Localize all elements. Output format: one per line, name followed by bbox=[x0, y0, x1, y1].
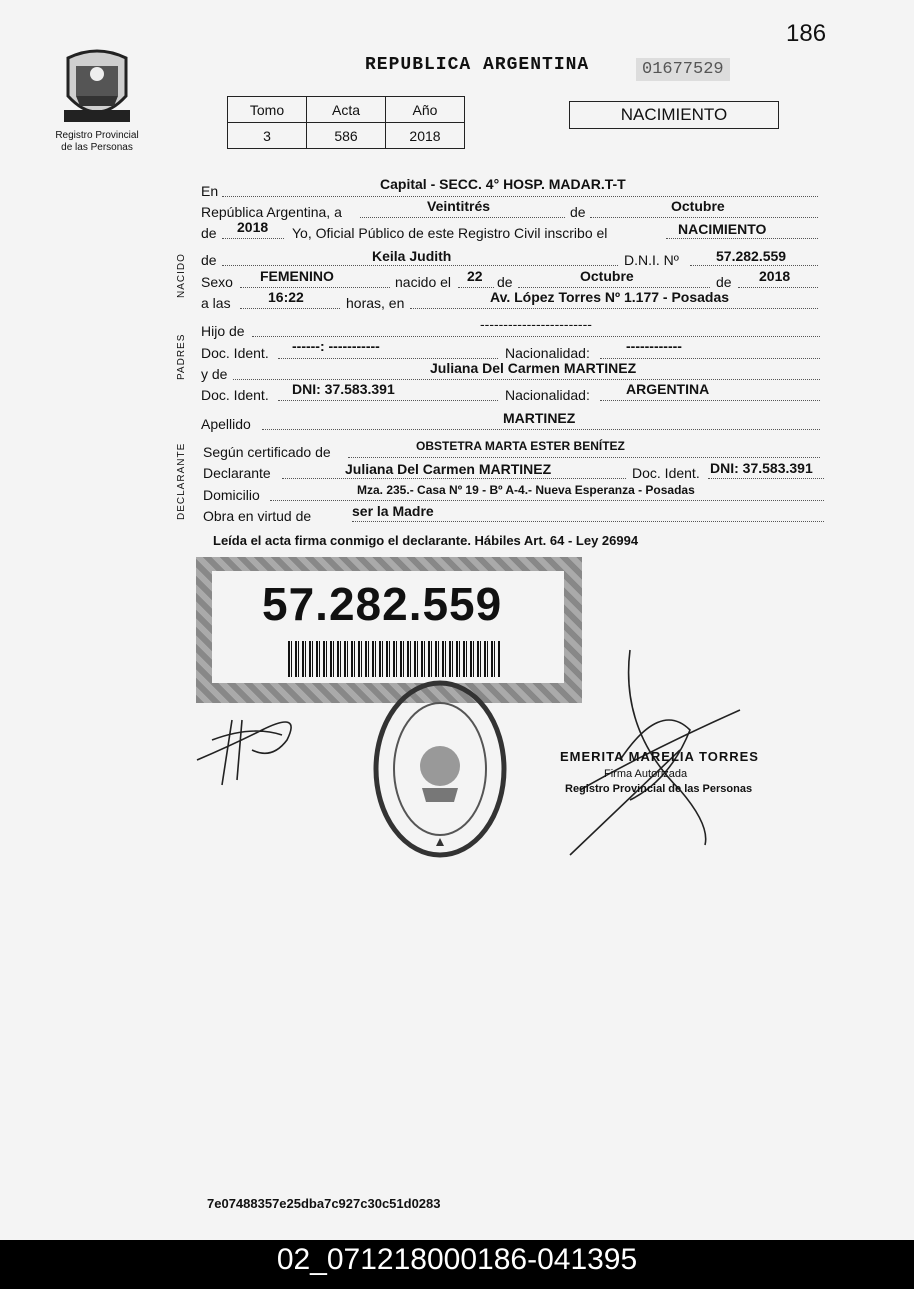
value-nac-anio: 2018 bbox=[759, 268, 791, 284]
value-dni: 57.282.559 bbox=[716, 248, 787, 264]
label-yde: y de bbox=[201, 366, 228, 382]
official-office: Registro Provincial de las Personas bbox=[565, 783, 753, 795]
label-segun: Según certificado de bbox=[203, 444, 331, 460]
value-domicilio: Mza. 235.- Casa Nº 19 - Bº A-4.- Nueva Esperanza - Posadas bbox=[357, 483, 695, 497]
official-title: Firma Autorizada bbox=[604, 768, 688, 780]
dotted-line bbox=[278, 358, 498, 359]
value-declarante: Juliana Del Carmen MARTINEZ bbox=[345, 461, 552, 477]
value-anio: 2018 bbox=[237, 219, 269, 235]
dotted-line bbox=[240, 308, 340, 309]
label-republica: República Argentina, a bbox=[201, 204, 342, 220]
value-doc1: ------: ----------- bbox=[292, 338, 380, 354]
label-nac1: Nacionalidad: bbox=[505, 345, 590, 361]
value-segun: OBSTETRA MARTA ESTER BENÍTEZ bbox=[416, 439, 625, 453]
dotted-line bbox=[708, 478, 824, 479]
document-title: REPUBLICA ARGENTINA bbox=[365, 55, 590, 75]
value-en: Capital - SECC. 4° HOSP. MADAR.T-T bbox=[380, 176, 626, 192]
label-nac2: Nacionalidad: bbox=[505, 387, 590, 403]
label-de4: de bbox=[497, 274, 513, 290]
footer-id-bar: 02_071218000186-041395 bbox=[0, 1240, 914, 1289]
province-logo bbox=[58, 44, 136, 133]
value-acta: 586 bbox=[307, 123, 386, 149]
official-seal-icon bbox=[370, 678, 510, 860]
dotted-line bbox=[600, 358, 820, 359]
label-de5: de bbox=[716, 274, 732, 290]
dotted-line bbox=[518, 287, 710, 288]
value-madre: Juliana Del Carmen MARTINEZ bbox=[430, 360, 637, 376]
barcode bbox=[288, 641, 500, 677]
value-lugar: Av. López Torres Nº 1.177 - Posadas bbox=[490, 289, 730, 305]
value-nombre: Keila Judith bbox=[372, 248, 452, 264]
dotted-line bbox=[352, 521, 824, 522]
dotted-line bbox=[222, 265, 618, 266]
header-tomo: Tomo bbox=[228, 97, 307, 123]
closing-text: Leída el acta firma conmigo el declarante. Hábiles Art. 64 - Ley 26994 bbox=[213, 533, 639, 548]
coat-of-arms-icon bbox=[58, 44, 136, 128]
dotted-line bbox=[222, 196, 818, 197]
label-en: En bbox=[201, 183, 219, 199]
label-nacido: nacido el bbox=[395, 274, 452, 290]
page-number: 186 bbox=[786, 20, 827, 47]
label-declarante: Declarante bbox=[203, 465, 271, 481]
dotted-line bbox=[348, 457, 820, 458]
label-de2: de bbox=[201, 225, 217, 241]
value-nac2: ARGENTINA bbox=[626, 381, 710, 397]
official-name: EMERITA MARELIA TORRES bbox=[560, 749, 759, 764]
dni-sticker-inner bbox=[212, 571, 564, 683]
value-tomo: 3 bbox=[228, 123, 307, 149]
value-anio: 2018 bbox=[386, 123, 465, 149]
label-dni: D.N.I. Nº bbox=[624, 252, 679, 268]
serial-number: 01677529 bbox=[636, 58, 730, 81]
dotted-line bbox=[282, 478, 626, 479]
label-horas: horas, en bbox=[346, 295, 405, 311]
declarant-signature-icon bbox=[192, 690, 307, 790]
label-sexo: Sexo bbox=[201, 274, 233, 290]
table-header-row bbox=[228, 97, 465, 123]
label-de3: de bbox=[201, 252, 217, 268]
label-doc2: Doc. Ident. bbox=[201, 387, 269, 403]
logo-caption bbox=[42, 130, 152, 154]
dotted-line bbox=[690, 265, 818, 266]
dotted-line bbox=[410, 308, 818, 309]
value-hijo: ------------------------ bbox=[480, 316, 592, 332]
label-hijo: Hijo de bbox=[201, 323, 245, 339]
side-label-nacido: NACIDO bbox=[176, 253, 187, 298]
value-nac-dia: 22 bbox=[467, 268, 483, 284]
dni-sticker-number: 57.282.559 bbox=[262, 578, 503, 630]
label-alas: a las bbox=[201, 295, 231, 311]
value-hora: 16:22 bbox=[268, 289, 304, 305]
header-anio: Año bbox=[386, 97, 465, 123]
side-label-padres: PADRES bbox=[176, 333, 187, 380]
label-apellido: Apellido bbox=[201, 416, 251, 432]
dotted-line bbox=[222, 238, 284, 239]
dotted-line bbox=[278, 400, 498, 401]
value-nac-mes: Octubre bbox=[580, 268, 634, 284]
oficial-text: Yo, Oficial Público de este Registro Civil inscribo el bbox=[292, 225, 608, 241]
dotted-line bbox=[270, 500, 824, 501]
dotted-line bbox=[738, 287, 818, 288]
value-doc2: DNI: 37.583.391 bbox=[292, 381, 395, 397]
label-obra: Obra en virtud de bbox=[203, 508, 312, 524]
dotted-line bbox=[458, 287, 494, 288]
logo-caption-line2: de las Personas bbox=[61, 142, 133, 153]
side-label-declarante: DECLARANTE bbox=[176, 442, 187, 520]
dotted-line bbox=[240, 287, 390, 288]
value-inscribo: NACIMIENTO bbox=[678, 221, 767, 237]
value-sexo: FEMENINO bbox=[260, 268, 334, 284]
dotted-line bbox=[600, 400, 820, 401]
registry-table bbox=[227, 96, 465, 149]
dotted-line bbox=[666, 238, 818, 239]
dotted-line bbox=[360, 217, 565, 218]
label-domicilio: Domicilio bbox=[203, 487, 260, 503]
value-dia: Veintitrés bbox=[427, 198, 491, 214]
dotted-line bbox=[262, 429, 820, 430]
label-doc1: Doc. Ident. bbox=[201, 345, 269, 361]
dotted-line bbox=[233, 379, 820, 380]
value-nac1: ------------ bbox=[626, 338, 682, 354]
value-apellido: MARTINEZ bbox=[503, 410, 576, 426]
value-doc3: DNI: 37.583.391 bbox=[710, 460, 813, 476]
record-type-box: NACIMIENTO bbox=[569, 101, 779, 129]
label-de: de bbox=[570, 204, 586, 220]
dotted-line bbox=[590, 217, 818, 218]
dotted-line bbox=[252, 336, 820, 337]
table-row bbox=[228, 123, 465, 149]
header-acta: Acta bbox=[307, 97, 386, 123]
value-mes: Octubre bbox=[671, 198, 725, 214]
logo-caption-line1: Registro Provincial bbox=[55, 130, 139, 141]
label-doc3: Doc. Ident. bbox=[632, 465, 700, 481]
document-hash: 7e07488357e25dba7c927c30c51d0283 bbox=[207, 1196, 441, 1211]
value-obra: ser la Madre bbox=[352, 503, 434, 519]
